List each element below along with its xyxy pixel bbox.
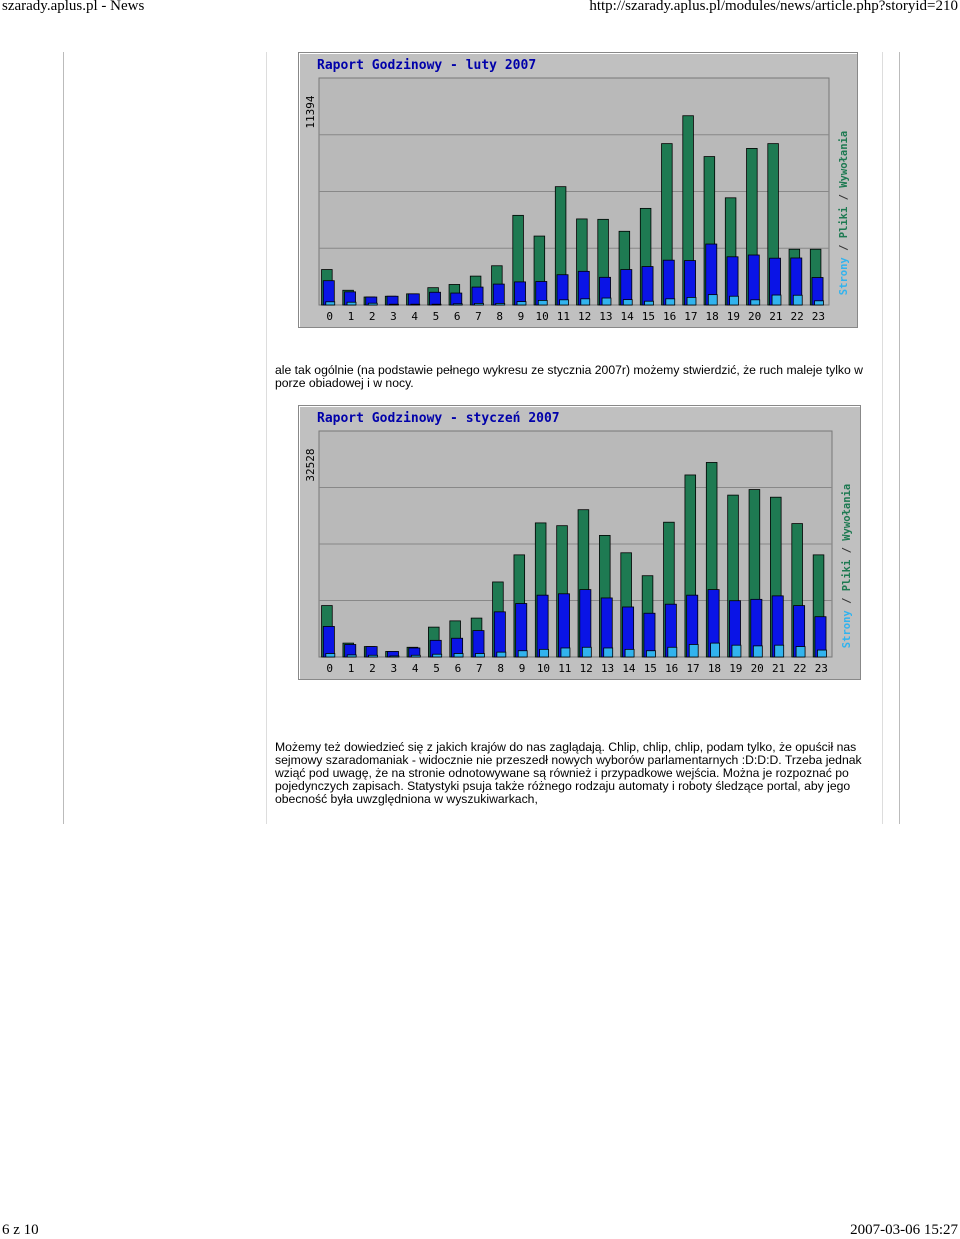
x-tick-label: 5 (432, 310, 440, 323)
x-tick-label: 0 (326, 310, 333, 323)
x-tick-label: 17 (686, 662, 700, 675)
legend-pages: Strony (841, 610, 853, 649)
article-paragraph-2: Możemy też dowiedzieć się z jakich krajów do nas zaglądają. Chlip, chlip, chlip, podam tylko, że opuścił nas sejmowy szaradomaniak - widocznie nie przeszedł nowych wyborów parlamentarnych :D:D:D. Trzeba jednak wziąć pod uwagę, że na stronie odnotowywane są również i przypadkowe wejścia. Można je rozpoznać po pojedynczych zapisach. Statystyki psuja także różnego rodzaju automaty i roboty śledzące portal, aby jego obecność była uwzględniona w wyszukiwarkach, (275, 740, 862, 806)
x-tick-label: 6 (454, 662, 462, 675)
bar-files (558, 594, 569, 657)
bar-hits (326, 654, 335, 657)
print-header (0, 0, 960, 18)
content-right-border (882, 52, 883, 824)
bar-files (537, 595, 548, 657)
x-tick-label: 9 (518, 662, 526, 675)
x-tick-label: 15 (641, 310, 655, 323)
x-tick-label: 20 (750, 662, 764, 675)
x-tick-label: 23 (814, 662, 828, 675)
bar-hits (753, 646, 762, 657)
bar-hits (496, 303, 505, 305)
x-tick-label: 11 (556, 310, 570, 323)
bar-hits (604, 648, 613, 657)
bar-hits (475, 654, 484, 657)
bar-hits (668, 647, 677, 657)
legend (841, 484, 853, 648)
page-number: 6 z 10 (2, 1222, 39, 1238)
bar-hits (368, 303, 377, 305)
print-footer (0, 1218, 960, 1236)
x-tick-label: 1 (347, 662, 355, 675)
x-tick-label: 18 (705, 310, 719, 323)
bar-hits (687, 297, 696, 305)
page-title: szarady.aplus.pl - News (2, 0, 145, 14)
bar-hits (347, 655, 356, 657)
x-tick-label: 5 (433, 662, 440, 675)
bar-hits (708, 295, 717, 305)
legend-files: Pliki (841, 559, 853, 592)
chart-svg-january (299, 406, 860, 679)
x-tick-label: 13 (600, 662, 615, 675)
chart-title: Raport Godzinowy - luty 2007 (317, 58, 537, 73)
bar-hits (815, 301, 824, 305)
x-tick-label: 16 (665, 662, 679, 675)
bar-files (430, 292, 441, 305)
bar-hits (646, 651, 655, 657)
bar-files (494, 612, 505, 657)
bar-files (451, 293, 462, 305)
x-tick-label: 2 (369, 662, 376, 675)
x-tick-label: 16 (663, 310, 677, 323)
chart-svg-february (299, 53, 857, 327)
bar-hits (732, 645, 741, 657)
x-tick-label: 12 (579, 662, 593, 675)
x-tick-label: 11 (558, 662, 572, 675)
bar-files (516, 604, 527, 657)
bar-hits (411, 304, 420, 305)
bar-files (387, 296, 398, 305)
bar-hits (475, 303, 484, 305)
x-tick-label: 14 (622, 662, 636, 675)
legend-sep: / (838, 187, 850, 207)
bar-hits (453, 304, 462, 305)
bar-files (323, 626, 334, 657)
x-tick-label: 8 (497, 662, 504, 675)
bar-hits (561, 648, 570, 657)
bar-hits (751, 300, 760, 305)
bar-hits (432, 304, 441, 305)
bar-files (642, 267, 653, 305)
bar-hits (518, 651, 527, 657)
bar-hits (582, 647, 591, 657)
x-tick-label: 21 (771, 662, 786, 675)
hourly-report-chart-january (298, 405, 861, 680)
x-tick-label: 19 (729, 662, 743, 675)
x-tick-label: 3 (390, 662, 398, 675)
x-tick-label: 0 (326, 662, 333, 675)
legend-sep: / (841, 540, 853, 560)
left-border-line (63, 52, 64, 824)
x-tick-label: 3 (390, 310, 397, 323)
x-tick-label: 23 (811, 310, 825, 323)
x-tick-label: 7 (475, 310, 482, 323)
page-url[interactable]: http://szarady.aplus.pl/modules/news/article.php?storyid=210 (589, 0, 958, 14)
bar-hits (454, 654, 463, 657)
chart-title: Raport Godzinowy - styczeń 2007 (317, 411, 560, 426)
x-tick-label: 4 (411, 662, 419, 675)
bar-hits (625, 649, 634, 657)
legend-hits: Wywołania (841, 483, 853, 541)
bar-hits (793, 295, 802, 305)
x-tick-label: 14 (620, 310, 634, 323)
legend-pages: Strony (838, 257, 850, 296)
x-tick-label: 22 (793, 662, 807, 675)
bar-files (408, 294, 419, 305)
bar-hits (602, 298, 611, 305)
bar-hits (645, 301, 654, 305)
article-paragraph-1: ale tak ogólnie (na podstawie pełnego wykresu ze stycznia 2007r) możemy stwierdzić, że ruch maleje tylko w porze obiadowej i w nocy. (275, 363, 863, 390)
x-tick-label: 20 (748, 310, 762, 323)
bar-hits (497, 652, 506, 657)
x-tick-label: 1 (347, 310, 355, 323)
bar-hits (517, 302, 526, 305)
print-datetime: 2007-03-06 15:27 (850, 1222, 958, 1238)
y-max-label: 32528 (304, 448, 317, 482)
bar-hits (711, 643, 720, 657)
x-tick-label: 7 (476, 662, 483, 675)
x-tick-label: 18 (707, 662, 722, 675)
x-tick-label: 22 (790, 310, 804, 323)
bar-hits (411, 655, 420, 657)
bar-hits (581, 299, 590, 305)
bar-hits (369, 655, 378, 657)
x-tick-label: 2 (368, 310, 376, 323)
x-tick-label: 21 (769, 310, 783, 323)
bar-hits (666, 299, 675, 305)
bar-hits (796, 647, 805, 657)
x-tick-label: 8 (496, 310, 503, 323)
legend-files: Pliki (838, 206, 850, 239)
x-tick-label: 9 (517, 310, 525, 323)
bar-files (748, 255, 759, 305)
bar-hits (689, 644, 698, 657)
bar-hits (775, 645, 784, 657)
x-tick-label: 4 (411, 310, 418, 323)
x-tick-label: 12 (578, 310, 592, 323)
bar-hits (540, 649, 549, 657)
bar-hits (326, 302, 335, 305)
bar-hits (433, 654, 442, 657)
bar-hits (538, 300, 547, 305)
x-tick-label: 17 (684, 310, 698, 323)
bar-files (473, 631, 484, 657)
x-tick-label: 10 (535, 310, 549, 323)
x-tick-label: 15 (643, 662, 657, 675)
legend-sep: / (838, 238, 850, 258)
bar-hits (730, 296, 739, 305)
bar-files (323, 281, 334, 305)
y-max-label: 11394 (304, 95, 317, 129)
hourly-report-chart-february (298, 52, 858, 328)
bar-files (663, 260, 674, 305)
bar-hits (817, 650, 826, 657)
legend-sep: / (841, 591, 853, 611)
bar-hits (560, 300, 569, 305)
bar-files (493, 284, 504, 305)
x-tick-label: 10 (536, 662, 551, 675)
x-tick-label: 6 (453, 310, 461, 323)
bar-hits (390, 656, 399, 657)
x-tick-label: 13 (599, 310, 613, 323)
right-border-line (899, 52, 900, 824)
content-left-border (266, 52, 267, 824)
x-tick-label: 19 (726, 310, 740, 323)
bar-hits (347, 302, 356, 305)
bar-hits (772, 295, 781, 305)
legend (838, 131, 850, 295)
legend-hits: Wywołania (838, 130, 850, 188)
bar-files (472, 287, 483, 305)
bar-hits (390, 304, 399, 305)
bar-hits (623, 300, 632, 305)
